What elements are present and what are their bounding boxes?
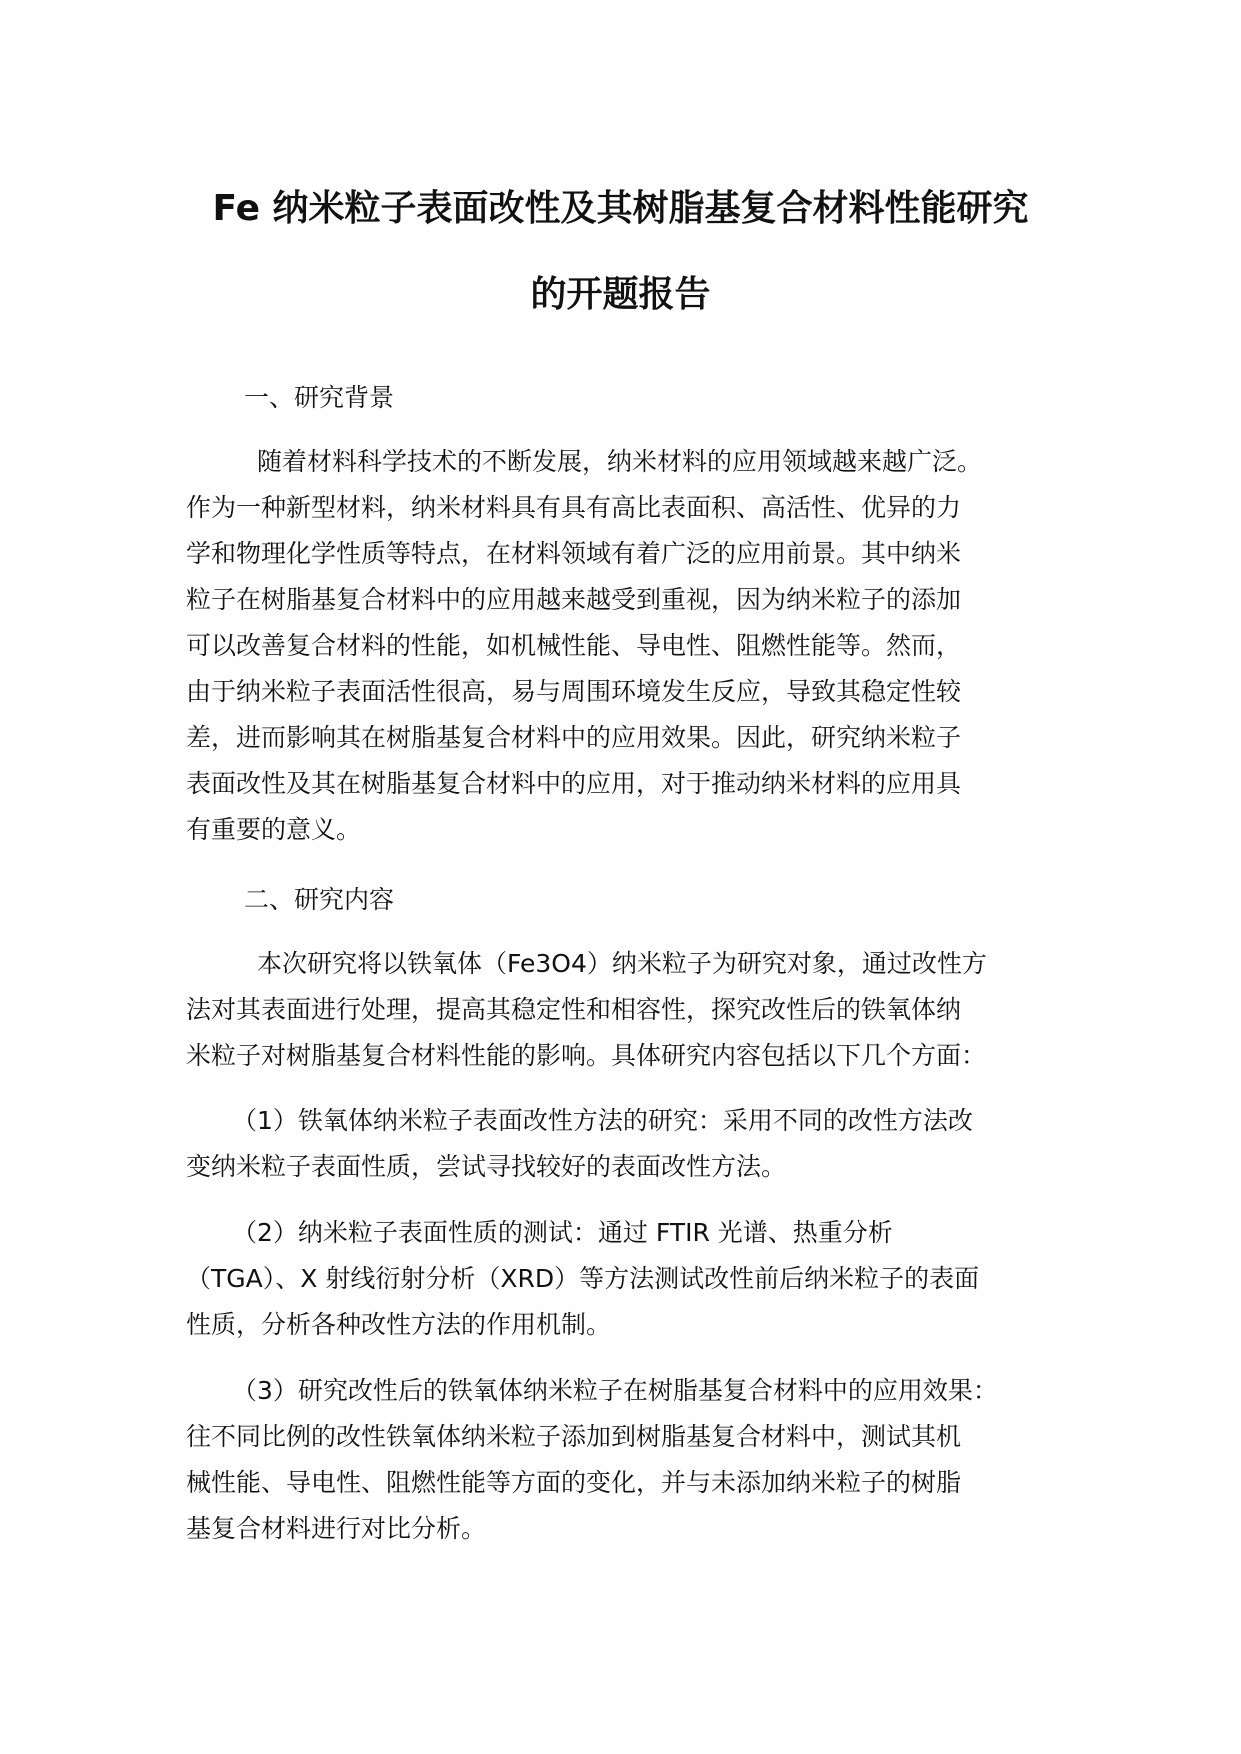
paragraph-line: 变纳米粒子表面性质，尝试寻找较好的表面改性方法。: [186, 1152, 787, 1181]
paragraph-line: 学和物理化学性质等特点，在材料领域有着广泛的应用前景。其中纳米: [186, 539, 962, 568]
paragraph-line: 械性能、导电性、阻燃性能等方面的变化，并与未添加纳米粒子的树脂: [186, 1468, 962, 1497]
paragraph-line: （2）纳米粒子表面性质的测试：通过 FTIR 光谱、热重分析: [232, 1218, 893, 1247]
section-heading-content: 二、研究内容: [244, 885, 395, 914]
paragraph-line: 可以改善复合材料的性能，如机械性能、导电性、阻燃性能等。然而，: [186, 631, 962, 660]
paragraph-line: 性质，分析各种改性方法的作用机制。: [186, 1310, 612, 1339]
document-title-line-2: 的开题报告: [530, 274, 711, 315]
paragraph-line: 粒子在树脂基复合材料中的应用越来越受到重视，因为纳米粒子的添加: [186, 585, 962, 614]
paragraph-line: 表面改性及其在树脂基复合材料中的应用，对于推动纳米材料的应用具: [186, 769, 962, 798]
paragraph-line: 往不同比例的改性铁氧体纳米粒子添加到树脂基复合材料中，测试其机: [186, 1422, 962, 1451]
paragraph-line: 由于纳米粒子表面活性很高，易与周围环境发生反应，导致其稳定性较: [186, 677, 962, 706]
content-item-3: [186, 1368, 1086, 1552]
content-item-2: [186, 1210, 1086, 1348]
paragraph-line: （1）铁氧体纳米粒子表面改性方法的研究：采用不同的改性方法改: [232, 1106, 973, 1135]
content-item-1: [186, 1098, 1086, 1190]
paragraph-line: 米粒子对树脂基复合材料性能的影响。具体研究内容包括以下几个方面：: [186, 1041, 987, 1070]
document-title-line-1: Fe 纳米粒子表面改性及其树脂基复合材料性能研究: [212, 188, 1029, 229]
content-intro-paragraph: [186, 941, 1086, 1079]
background-paragraph: [186, 439, 1086, 853]
paragraph-line: （3）研究改性后的铁氧体纳米粒子在树脂基复合材料中的应用效果：: [232, 1376, 998, 1405]
paragraph-line: （TGA）、X 射线衍射分析（XRD）等方法测试改性前后纳米粒子的表面: [186, 1264, 980, 1293]
paragraph-line: 随着材料科学技术的不断发展，纳米材料的应用领域越来越广泛。: [232, 447, 983, 476]
paragraph-line: 基复合材料进行对比分析。: [186, 1514, 487, 1543]
paragraph-line: 有重要的意义。: [186, 815, 362, 844]
paragraph-line: 本次研究将以铁氧体（Fe3O4）纳米粒子为研究对象，通过改性方: [232, 949, 987, 978]
paragraph-line: 法对其表面进行处理，提高其稳定性和相容性，探究改性后的铁氧体纳: [186, 995, 962, 1024]
paragraph-line: 差，进而影响其在树脂基复合材料中的应用效果。因此，研究纳米粒子: [186, 723, 962, 752]
section-heading-background: 一、研究背景: [244, 383, 395, 412]
paragraph-line: 作为一种新型材料，纳米材料具有具有高比表面积、高活性、优异的力: [186, 493, 962, 522]
